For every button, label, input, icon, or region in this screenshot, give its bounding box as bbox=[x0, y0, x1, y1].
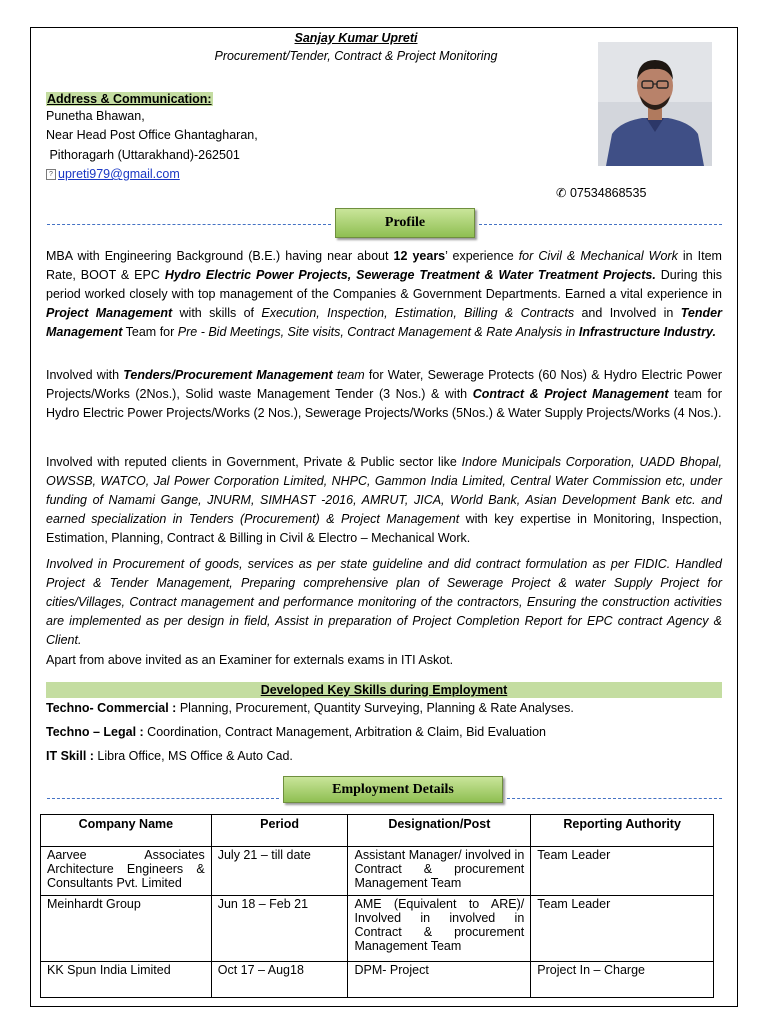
table-row bbox=[41, 847, 714, 896]
table-cell: July 21 – till date bbox=[211, 847, 348, 896]
table-cell: KK Spun India Limited bbox=[41, 962, 212, 998]
table-row bbox=[41, 896, 714, 962]
person-photo-icon bbox=[598, 42, 712, 166]
email-link[interactable]: upreti979@gmail.com bbox=[58, 167, 180, 181]
profile-divider-right bbox=[479, 224, 722, 225]
skills-heading: Developed Key Skills during Employment bbox=[46, 682, 722, 698]
address-line-3: Pithoragarh (Uttarakhand)-262501 bbox=[46, 148, 240, 162]
skill-techno-legal: Techno – Legal : Coordination, Contract Management, Arbitration & Claim, Bid Evaluation bbox=[46, 725, 546, 739]
address-line-1: Punetha Bhawan, bbox=[46, 109, 145, 123]
employment-section-heading: Employment Details bbox=[283, 776, 503, 803]
profile-paragraph-3: Involved with reputed clients in Government, Private & Public sector like Indore Municipals Corporation, UADD Bhopal, OWSSB, WATCO, Jal Power Corporation Limited, NHPC, Gammon India Limited, Central Water Commission etc, under funding of Namami Gange, JNURM, SIMHAST -2016, AMRUT, JICA, World Bank, Asian Development Bank etc. and earned specialization in Tenders (Procurement) & Project Management with key expertise in Monitoring, Inspection, Estimation, Planning, Contract & Billing in Civil & Electro – Mechanical Work. bbox=[46, 455, 722, 545]
table-cell: Oct 17 – Aug18 bbox=[211, 962, 348, 998]
employment-divider-right bbox=[507, 798, 722, 799]
resume-page bbox=[30, 27, 738, 1007]
table-cell: Team Leader bbox=[531, 847, 714, 896]
column-header: Period bbox=[211, 815, 348, 847]
table-cell: Meinhardt Group bbox=[41, 896, 212, 962]
table-row bbox=[41, 962, 714, 998]
table-header-row bbox=[41, 815, 714, 847]
address-heading: Address & Communication: bbox=[47, 92, 212, 106]
profile-divider-left bbox=[47, 224, 331, 225]
table-cell: Assistant Manager/ involved in Contract & procurement Management Team bbox=[348, 847, 531, 896]
profile-photo bbox=[598, 42, 712, 166]
phone-number: ✆ 07534868535 bbox=[556, 186, 647, 200]
candidate-name: Sanjay Kumar Upreti bbox=[294, 31, 418, 45]
table-cell: Jun 18 – Feb 21 bbox=[211, 896, 348, 962]
table-cell: Team Leader bbox=[531, 896, 714, 962]
column-header: Designation/Post bbox=[348, 815, 531, 847]
profile-paragraph-5: Apart from above invited as an Examiner for externals exams in ITI Askot. bbox=[46, 653, 454, 667]
employment-divider-left bbox=[47, 798, 279, 799]
profile-paragraph-2: Involved with Tenders/Procurement Management team for Water, Sewerage Protects (60 Nos) & Hydro Electric Power Projects/Works (2Nos.), Solid waste Management Tender (3 Nos.) & with Contract & Project Management team for Hydro Electric Power Projects/Works (2 Nos.), Sewerage Projects/Works (5Nos.) & Water Supply Projects/Works (4 Nos.). bbox=[46, 368, 722, 420]
address-line-2: Near Head Post Office Ghantagharan, bbox=[46, 128, 258, 142]
profile-paragraph-1: MBA with Engineering Background (B.E.) having near about 12 years’ experience for Civil & Mechanical Work in Item Rate, BOOT & EPC Hydro Electric Power Projects, Sewerage Treatment & Water Treatment Projects. During this period worked closely with top management of the Companies & Government Departments. Earned a vital experience in Project Management with skills of Execution, Inspection, Estimation, Billing & Contracts and Involved in Tender Management Team for Pre - Bid Meetings, Site visits, Contract Management & Rate Analysis in Infrastructure Industry. bbox=[46, 249, 722, 339]
profile-paragraph-4: Involved in Procurement of goods, services as per state guideline and did contract formulation as per FIDIC. Handled Project & Tender Management, Preparing comprehensive plan of Sewerage Project & water Supply Project for cities/Villages, Contract management and performance monitoring of the contractors, Ensuring the construction activities are implemented as per design in field, Assist in preparation of Project Completion Report for EPC contract Agency & Client. bbox=[46, 557, 722, 647]
profile-section-heading: Profile bbox=[335, 208, 475, 238]
table-cell: DPM- Project bbox=[348, 962, 531, 998]
skill-it: IT Skill : Libra Office, MS Office & Auto Cad. bbox=[46, 749, 293, 763]
skill-techno-commercial: Techno- Commercial : Planning, Procurement, Quantity Surveying, Planning & Rate Analyses. bbox=[46, 701, 574, 715]
missing-glyph-icon: ? bbox=[46, 169, 56, 180]
employment-table bbox=[40, 814, 714, 998]
table-cell: AME (Equivalent to ARE)/ Involved in involved in Contract & procurement Management Team bbox=[348, 896, 531, 962]
table-cell: Project In – Charge bbox=[531, 962, 714, 998]
email-row bbox=[46, 167, 180, 181]
table-cell: Aarvee Associates Architecture Engineers & Consultants Pvt. Limited bbox=[41, 847, 212, 896]
column-header: Company Name bbox=[41, 815, 212, 847]
column-header: Reporting Authority bbox=[531, 815, 714, 847]
candidate-title: Procurement/Tender, Contract & Project Monitoring bbox=[214, 49, 498, 63]
